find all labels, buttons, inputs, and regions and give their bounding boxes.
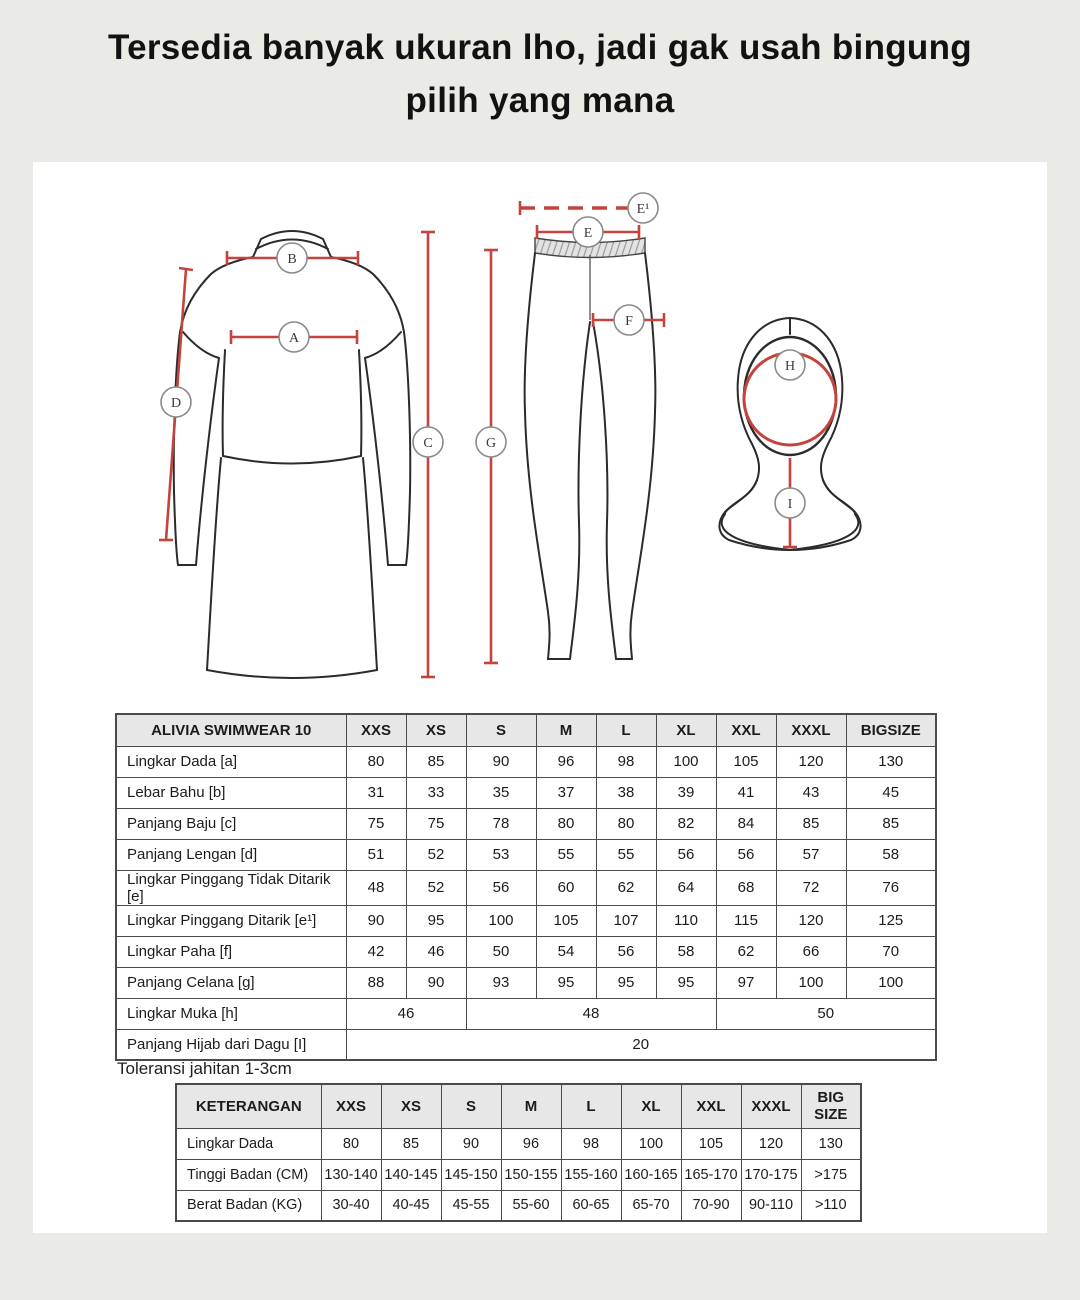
label-e1: E¹: [636, 202, 650, 217]
value-cell: 42: [346, 936, 406, 967]
row-label: Lebar Bahu [b]: [116, 777, 346, 808]
value-cell: 80: [321, 1128, 381, 1159]
value-cell: 90: [441, 1128, 501, 1159]
label-a: A: [288, 331, 300, 346]
size-header-xl: XL: [621, 1084, 681, 1128]
measurement-row: [116, 998, 936, 1029]
value-cell: 100: [846, 967, 936, 998]
value-cell: 50: [716, 998, 936, 1029]
size-header-s: S: [466, 714, 536, 746]
row-label: Lingkar Pinggang Tidak Ditarik [e]: [116, 870, 346, 905]
value-cell: 31: [346, 777, 406, 808]
measurement-row: [176, 1128, 861, 1159]
value-cell: 100: [656, 746, 716, 777]
measurement-row: [116, 808, 936, 839]
value-cell: 120: [741, 1128, 801, 1159]
value-cell: 41: [716, 777, 776, 808]
row-label: Lingkar Dada [a]: [116, 746, 346, 777]
dress-skirt-right: [363, 458, 377, 670]
body-reference-table: [175, 1083, 862, 1222]
value-cell: 55: [536, 839, 596, 870]
value-cell: 95: [656, 967, 716, 998]
measurement-row: [116, 777, 936, 808]
value-cell: 97: [716, 967, 776, 998]
measurement-row: [116, 870, 936, 905]
label-c: C: [423, 436, 433, 451]
value-cell: 55: [596, 839, 656, 870]
measurement-row: [116, 936, 936, 967]
value-cell: 95: [536, 967, 596, 998]
value-cell: 58: [846, 839, 936, 870]
size-header-m: M: [501, 1084, 561, 1128]
value-cell: 40-45: [381, 1190, 441, 1221]
value-cell: 140-145: [381, 1159, 441, 1190]
value-cell: 115: [716, 905, 776, 936]
leggings-left-outer: [525, 253, 550, 659]
value-cell: 85: [846, 808, 936, 839]
value-cell: 38: [596, 777, 656, 808]
value-cell: >110: [801, 1190, 861, 1221]
value-cell: 107: [596, 905, 656, 936]
value-cell: >175: [801, 1159, 861, 1190]
measurement-row: [176, 1190, 861, 1221]
value-cell: 30-40: [321, 1190, 381, 1221]
size-header-xl: XL: [656, 714, 716, 746]
value-cell: 125: [846, 905, 936, 936]
value-cell: 75: [406, 808, 466, 839]
size-header-xxxl: XXXL: [776, 714, 846, 746]
header-row: [116, 714, 936, 746]
row-label: Panjang Celana [g]: [116, 967, 346, 998]
dress-cap-sleeve-right: [365, 332, 401, 358]
value-cell: 90-110: [741, 1190, 801, 1221]
value-cell: 80: [596, 808, 656, 839]
content-panel: [33, 162, 1047, 1233]
value-cell: 58: [656, 936, 716, 967]
label-d: D: [170, 396, 182, 411]
value-cell: 170-175: [741, 1159, 801, 1190]
value-cell: 60-65: [561, 1190, 621, 1221]
size-header-xxl: XXL: [716, 714, 776, 746]
measurement-row: [116, 905, 936, 936]
dress-skirt-hem: [207, 670, 377, 678]
header-row: [176, 1084, 861, 1128]
value-cell: 105: [681, 1128, 741, 1159]
value-cell: 52: [406, 870, 466, 905]
measurement-row: [116, 746, 936, 777]
dress-overlay-hem: [223, 456, 361, 464]
page-title-line1: Tersedia banyak ukuran lho, jadi gak usah bingung: [108, 28, 972, 67]
value-cell: 54: [536, 936, 596, 967]
label-i: I: [787, 497, 793, 512]
value-cell: 53: [466, 839, 536, 870]
size-header-l: L: [561, 1084, 621, 1128]
value-cell: 105: [536, 905, 596, 936]
size-header-big-size: BIG SIZE: [801, 1084, 861, 1128]
size-header-xs: XS: [406, 714, 466, 746]
row-label: Lingkar Dada: [176, 1128, 321, 1159]
tolerance-note: Toleransi jahitan 1-3cm: [117, 1059, 292, 1078]
row-label: Lingkar Paha [f]: [116, 936, 346, 967]
value-cell: 95: [406, 905, 466, 936]
measurement-row: [116, 967, 936, 998]
value-cell: 80: [536, 808, 596, 839]
value-cell: 155-160: [561, 1159, 621, 1190]
value-cell: 37: [536, 777, 596, 808]
value-cell: 62: [716, 936, 776, 967]
value-cell: 68: [716, 870, 776, 905]
dress-cap-sleeve-left: [183, 332, 219, 358]
value-cell: 51: [346, 839, 406, 870]
value-cell: 80: [346, 746, 406, 777]
dress-right-outline: [331, 257, 410, 565]
value-cell: 62: [596, 870, 656, 905]
value-cell: 46: [346, 998, 466, 1029]
value-cell: 96: [501, 1128, 561, 1159]
value-cell: 130-140: [321, 1159, 381, 1190]
value-cell: 45: [846, 777, 936, 808]
value-cell: 93: [466, 967, 536, 998]
value-cell: 160-165: [621, 1159, 681, 1190]
value-cell: 56: [596, 936, 656, 967]
label-f: F: [625, 314, 633, 329]
value-cell: 85: [406, 746, 466, 777]
size-header-xxs: XXS: [346, 714, 406, 746]
size-header-xxxl: XXXL: [741, 1084, 801, 1128]
leggings-right-inner: [593, 322, 616, 659]
size-header-xxl: XXL: [681, 1084, 741, 1128]
value-cell: 130: [801, 1128, 861, 1159]
value-cell: 56: [716, 839, 776, 870]
value-cell: 84: [716, 808, 776, 839]
dress-bodice-right: [359, 350, 361, 456]
row-label: Lingkar Pinggang Ditarik [e¹]: [116, 905, 346, 936]
measurement-row: [176, 1159, 861, 1190]
value-cell: 57: [776, 839, 846, 870]
value-cell: 85: [776, 808, 846, 839]
measurement-diagram: [33, 162, 1047, 707]
value-cell: 130: [846, 746, 936, 777]
value-cell: 66: [776, 936, 846, 967]
value-cell: 72: [776, 870, 846, 905]
value-cell: 33: [406, 777, 466, 808]
value-cell: 70-90: [681, 1190, 741, 1221]
tick: [179, 268, 193, 270]
label-h: H: [784, 359, 796, 374]
value-cell: 52: [406, 839, 466, 870]
value-cell: 82: [656, 808, 716, 839]
dress-bodice-left: [223, 350, 225, 456]
measurement-row: [116, 1029, 936, 1060]
value-cell: 120: [776, 905, 846, 936]
leggings-left-inner: [570, 322, 590, 659]
value-cell: 150-155: [501, 1159, 561, 1190]
value-cell: 76: [846, 870, 936, 905]
page-title-line2: pilih yang mana: [405, 80, 675, 120]
swim-dress-illustration: [174, 231, 411, 678]
value-cell: 50: [466, 936, 536, 967]
value-cell: 100: [776, 967, 846, 998]
value-cell: 39: [656, 777, 716, 808]
value-cell: 90: [466, 746, 536, 777]
value-cell: 70: [846, 936, 936, 967]
value-cell: 55-60: [501, 1190, 561, 1221]
dress-collar-outline: [261, 231, 323, 239]
value-cell: 78: [466, 808, 536, 839]
dress-skirt-left: [207, 458, 221, 670]
value-cell: 110: [656, 905, 716, 936]
value-cell: 88: [346, 967, 406, 998]
value-cell: 65-70: [621, 1190, 681, 1221]
label-b: B: [287, 252, 297, 267]
value-cell: 120: [776, 746, 846, 777]
value-cell: 43: [776, 777, 846, 808]
value-cell: 46: [406, 936, 466, 967]
value-cell: 100: [621, 1128, 681, 1159]
value-cell: 95: [596, 967, 656, 998]
size-header-xxs: XXS: [321, 1084, 381, 1128]
value-cell: 64: [656, 870, 716, 905]
value-cell: 45-55: [441, 1190, 501, 1221]
value-cell: 165-170: [681, 1159, 741, 1190]
value-cell: 60: [536, 870, 596, 905]
label-e: E: [583, 226, 593, 241]
table-title-cell: ALIVIA SWIMWEAR 10: [116, 714, 346, 746]
page-title: [0, 22, 1080, 127]
row-label: Lingkar Muka [h]: [116, 998, 346, 1029]
value-cell: 48: [346, 870, 406, 905]
size-header-m: M: [536, 714, 596, 746]
value-cell: 100: [466, 905, 536, 936]
value-cell: 48: [466, 998, 716, 1029]
value-cell: 20: [346, 1029, 936, 1060]
value-cell: 35: [466, 777, 536, 808]
value-cell: 56: [656, 839, 716, 870]
size-header-s: S: [441, 1084, 501, 1128]
value-cell: 145-150: [441, 1159, 501, 1190]
value-cell: 98: [596, 746, 656, 777]
label-g: G: [485, 436, 497, 451]
size-header-xs: XS: [381, 1084, 441, 1128]
size-header-l: L: [596, 714, 656, 746]
table-title-cell: KETERANGAN: [176, 1084, 321, 1128]
row-label: Tinggi Badan (CM): [176, 1159, 321, 1190]
value-cell: 75: [346, 808, 406, 839]
row-label: Berat Badan (KG): [176, 1190, 321, 1221]
measurement-labels: [161, 193, 805, 518]
measurement-row: [116, 839, 936, 870]
value-cell: 98: [561, 1128, 621, 1159]
value-cell: 90: [346, 905, 406, 936]
size-header-bigsize: BIGSIZE: [846, 714, 936, 746]
value-cell: 105: [716, 746, 776, 777]
leggings-illustration: [525, 238, 656, 659]
row-label: Panjang Baju [c]: [116, 808, 346, 839]
value-cell: 96: [536, 746, 596, 777]
row-label: Panjang Lengan [d]: [116, 839, 346, 870]
size-measurement-table: [115, 713, 937, 1061]
row-label: Panjang Hijab dari Dagu [I]: [116, 1029, 346, 1060]
value-cell: 85: [381, 1128, 441, 1159]
value-cell: 90: [406, 967, 466, 998]
value-cell: 56: [466, 870, 536, 905]
